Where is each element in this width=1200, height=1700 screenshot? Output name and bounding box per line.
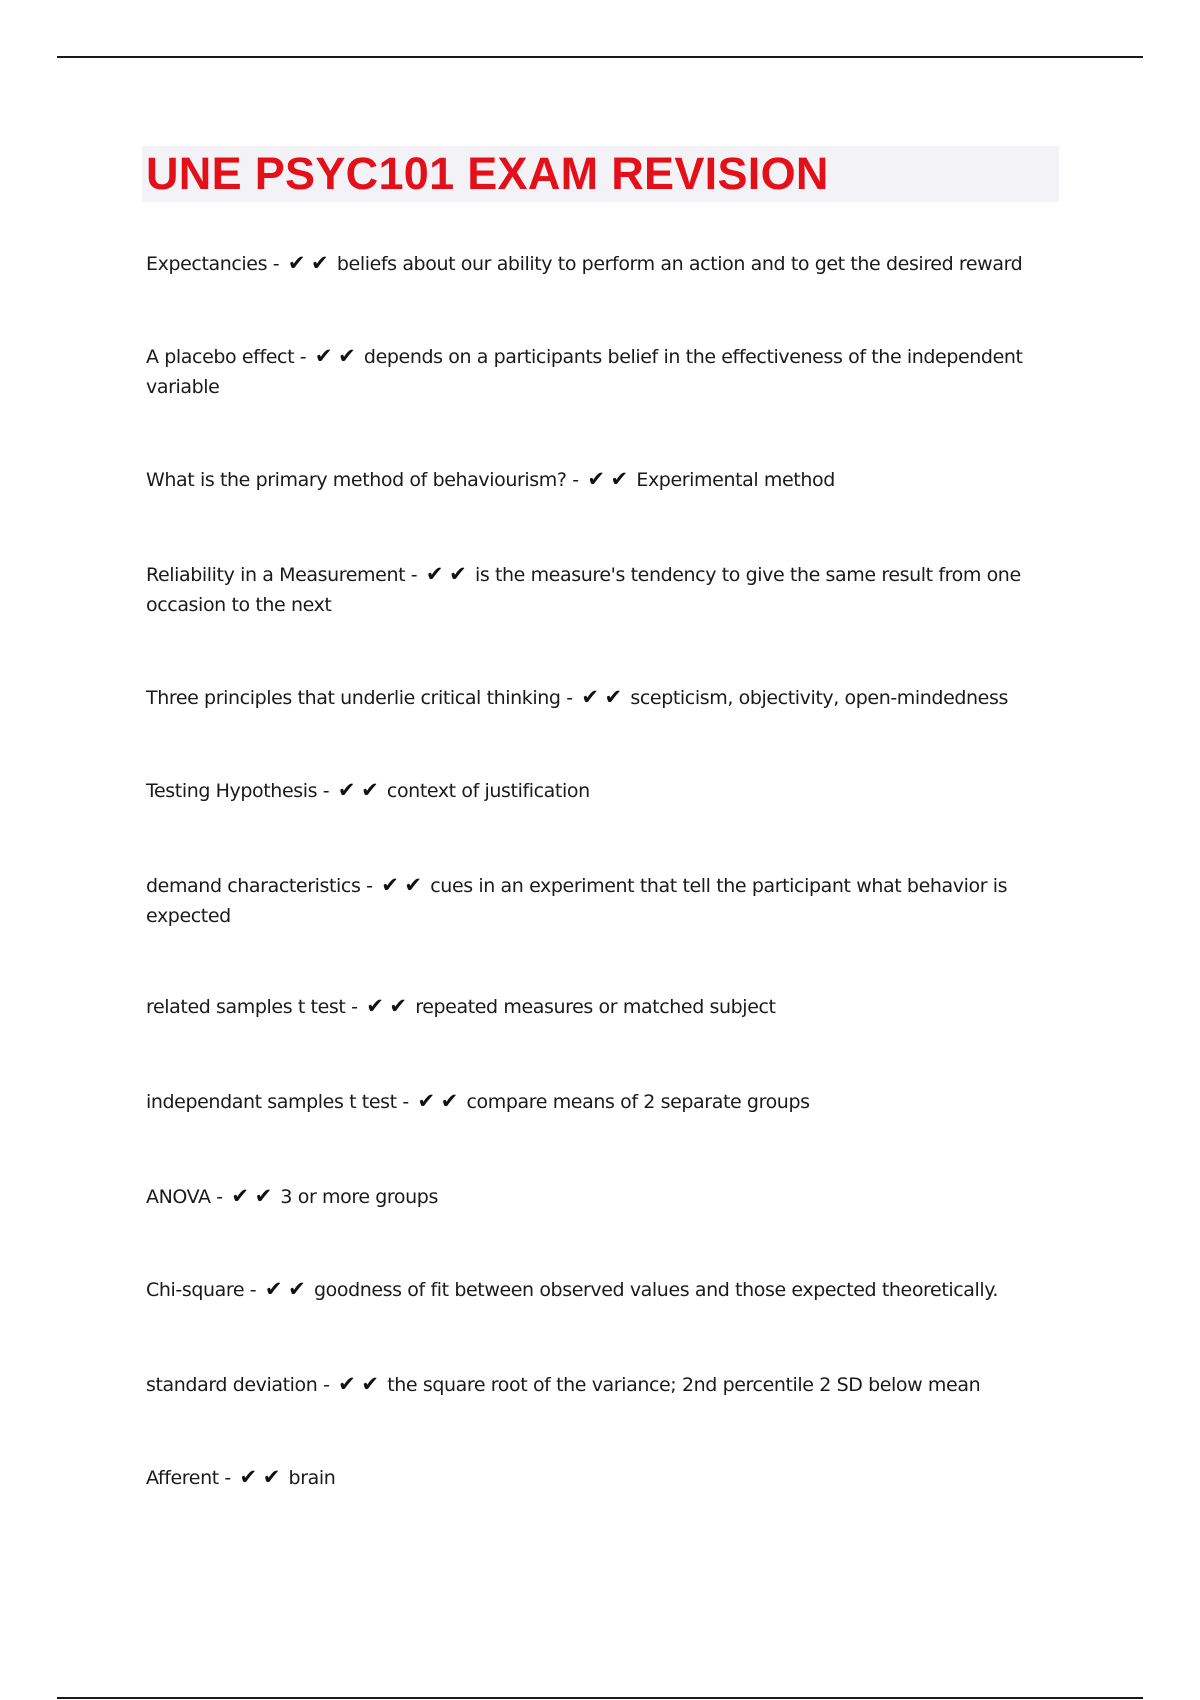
entry-term: Reliability in a Measurement -: [146, 564, 418, 586]
list-item: [146, 1086, 1046, 1117]
list-item: [146, 991, 1046, 1022]
check-icon: ✔: [425, 562, 444, 586]
entry-definition: goodness of fit between observed values and those expected theoretically.: [313, 1279, 999, 1301]
list-item: [146, 1181, 1046, 1212]
list-item: [146, 682, 1046, 713]
entry-definition: compare means of 2 separate groups: [466, 1091, 810, 1113]
list-item: [146, 559, 1046, 620]
check-icon: ✔: [389, 994, 407, 1018]
entry-term: Testing Hypothesis -: [146, 780, 330, 802]
check-icon: ✔: [381, 873, 399, 897]
entry-definition: cues in an experiment that tell the participant what behavior is expected: [146, 875, 1008, 927]
entry-term: demand characteristics -: [146, 875, 373, 897]
check-icon: ✔: [604, 685, 622, 709]
entry-definition: beliefs about our ability to perform an action and to get the desired reward: [336, 253, 1023, 275]
check-icon: ✔: [337, 778, 356, 802]
entry-definition: repeated measures or matched subject: [415, 996, 776, 1018]
entry-term: What is the primary method of behaviourism? -: [146, 469, 579, 491]
entry-definition: depends on a participants belief in the effectiveness of the independent variable: [146, 346, 1023, 398]
check-icon: ✔: [264, 1277, 283, 1301]
entry-term: Expectancies -: [146, 253, 280, 275]
check-icon: ✔: [338, 344, 356, 368]
entry-term: independant samples t test -: [146, 1091, 409, 1113]
entry-definition: brain: [288, 1467, 336, 1489]
check-icon: ✔: [338, 1372, 356, 1396]
entry-definition: 3 or more groups: [280, 1186, 438, 1208]
check-icon: ✔: [417, 1089, 435, 1113]
check-icon: ✔: [404, 873, 422, 897]
list-item: [146, 1369, 1046, 1400]
entry-definition: scepticism, objectivity, open-mindedness: [630, 687, 1008, 709]
entry-term: related samples t test -: [146, 996, 358, 1018]
list-item: [146, 248, 1046, 279]
entry-term: Chi-square -: [146, 1279, 257, 1301]
list-item: [146, 464, 1046, 495]
check-icon: ✔: [288, 1277, 306, 1301]
check-icon: ✔: [239, 1465, 257, 1489]
entry-term: Three principles that underlie critical thinking -: [146, 687, 573, 709]
check-icon: ✔: [440, 1089, 458, 1113]
check-icon: ✔: [314, 344, 333, 368]
check-icon: ✔: [361, 778, 379, 802]
check-icon: ✔: [254, 1184, 272, 1208]
check-icon: ✔: [366, 994, 384, 1018]
list-item: [146, 341, 1046, 402]
entry-definition: the square root of the variance; 2nd percentile 2 SD below mean: [387, 1374, 981, 1396]
top-rule: [57, 56, 1143, 58]
check-icon: ✔: [262, 1465, 280, 1489]
entry-definition: Experimental method: [636, 469, 835, 491]
page-title: UNE PSYC101 EXAM REVISION: [146, 148, 829, 199]
bottom-rule: [57, 1697, 1143, 1699]
check-icon: ✔: [581, 685, 599, 709]
check-icon: ✔: [287, 251, 306, 275]
list-item: [146, 870, 1046, 931]
list-item: [146, 775, 1046, 806]
check-icon: ✔: [231, 1184, 249, 1208]
check-icon: ✔: [610, 467, 628, 491]
entry-term: standard deviation -: [146, 1374, 330, 1396]
list-item: [146, 1462, 1046, 1493]
list-item: [146, 1274, 1046, 1305]
entry-term: A placebo effect -: [146, 346, 307, 368]
entry-definition: is the measure's tendency to give the same result from one occasion to the next: [146, 564, 1021, 616]
check-icon: ✔: [311, 251, 329, 275]
check-icon: ✔: [587, 467, 605, 491]
check-icon: ✔: [449, 562, 467, 586]
entry-term: ANOVA -: [146, 1186, 223, 1208]
title-band: [142, 146, 1059, 202]
entry-definition: context of justification: [386, 780, 590, 802]
entry-term: Afferent -: [146, 1467, 231, 1489]
check-icon: ✔: [361, 1372, 379, 1396]
